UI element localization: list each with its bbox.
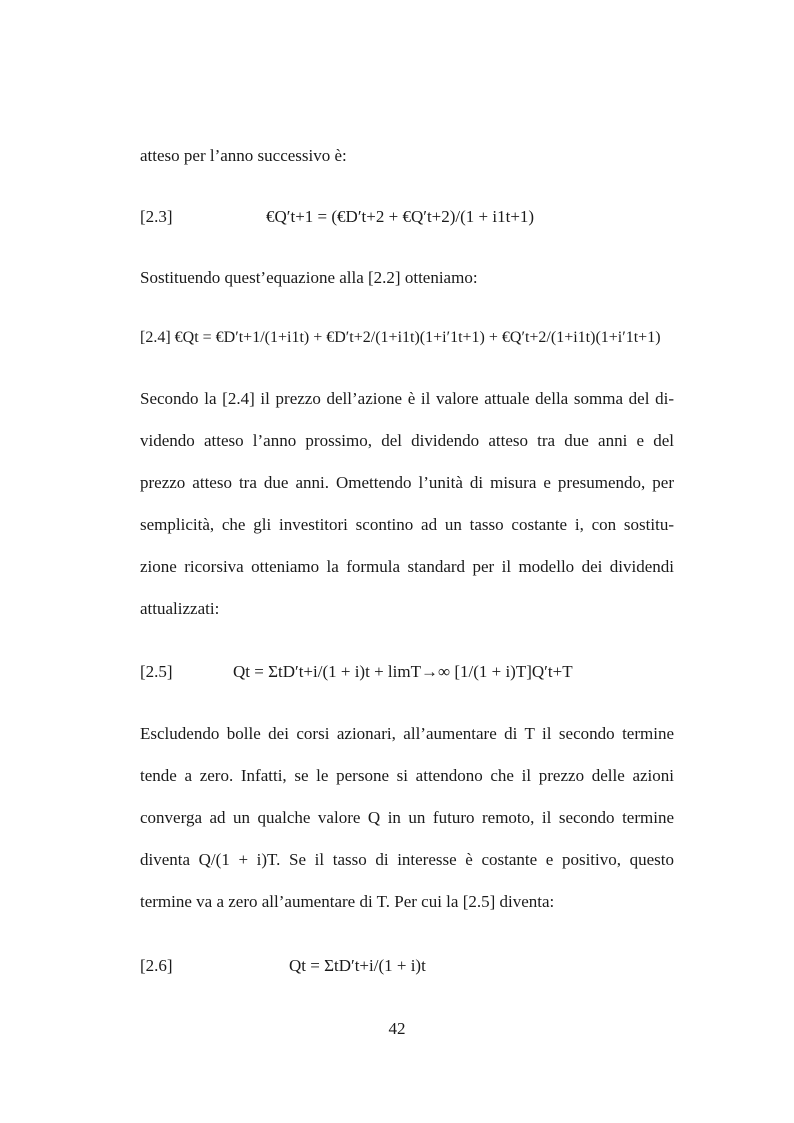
paragraph-2-line: termine va a zero all’aumentare di T. Per cui la [2.5] diventa:	[140, 892, 555, 911]
paragraph-2-line: diventa Q/(1 + i)T. Se il tasso di interesse è costante e positivo, questo	[140, 850, 674, 869]
paragraph-2-line: Escludendo bolle dei corsi azionari, all’aumentare di T il secondo termine	[140, 724, 674, 743]
paragraph-1-line: semplicità, che gli investitori scontino ad un tasso costante i, con sostitu-	[140, 515, 674, 534]
equation-2-3-label: [2.3]	[140, 207, 173, 226]
paragraph-1-line: Secondo la [2.4] il prezzo dell’azione è il valore attuale della somma del di-	[140, 389, 674, 408]
equation-2-6-label: [2.6]	[140, 956, 173, 975]
substitution-text: Sostituendo quest’equazione alla [2.2] otteniamo:	[140, 268, 478, 287]
paragraph-2-line: converga ad un qualche valore Q in un futuro remoto, il secondo termine	[140, 808, 674, 827]
paragraph-2-line: tende a zero. Infatti, se le persone si attendono che il prezzo delle azioni	[140, 766, 674, 785]
paragraph-1	[140, 389, 674, 641]
paragraph-1-line: videndo atteso l’anno prossimo, del dividendo atteso tra due anni e del	[140, 431, 674, 450]
paragraph-2	[140, 724, 674, 934]
paragraph-1-line: attualizzati:	[140, 599, 220, 618]
equation-2-4: [2.4] €Qt = €D′t+1/(1+i1t) + €D′t+2/(1+i1t)(1+i′1t+1) + €Q′t+2/(1+i1t)(1+i′1t+1)	[140, 329, 661, 346]
paragraph-1-line: zione ricorsiva otteniamo la formula standard per il modello dei dividendi	[140, 557, 674, 576]
equation-2-6: Qt = ΣtD′t+i/(1 + i)t	[289, 956, 426, 975]
paragraph-1-line: prezzo atteso tra due anni. Omettendo l’unità di misura e presumendo, per	[140, 473, 674, 492]
page-number: 42	[388, 1019, 406, 1038]
equation-2-5-label: [2.5]	[140, 662, 173, 681]
equation-2-5: Qt = ΣtD′t+i/(1 + i)t + limT→∞ [1/(1 + i)T]Q′t+T	[233, 662, 573, 681]
equation-2-3: €Q′t+1 = (€D′t+2 + €Q′t+2)/(1 + i1t+1)	[266, 207, 535, 226]
intro-text: atteso per l’anno successivo è:	[140, 146, 347, 165]
